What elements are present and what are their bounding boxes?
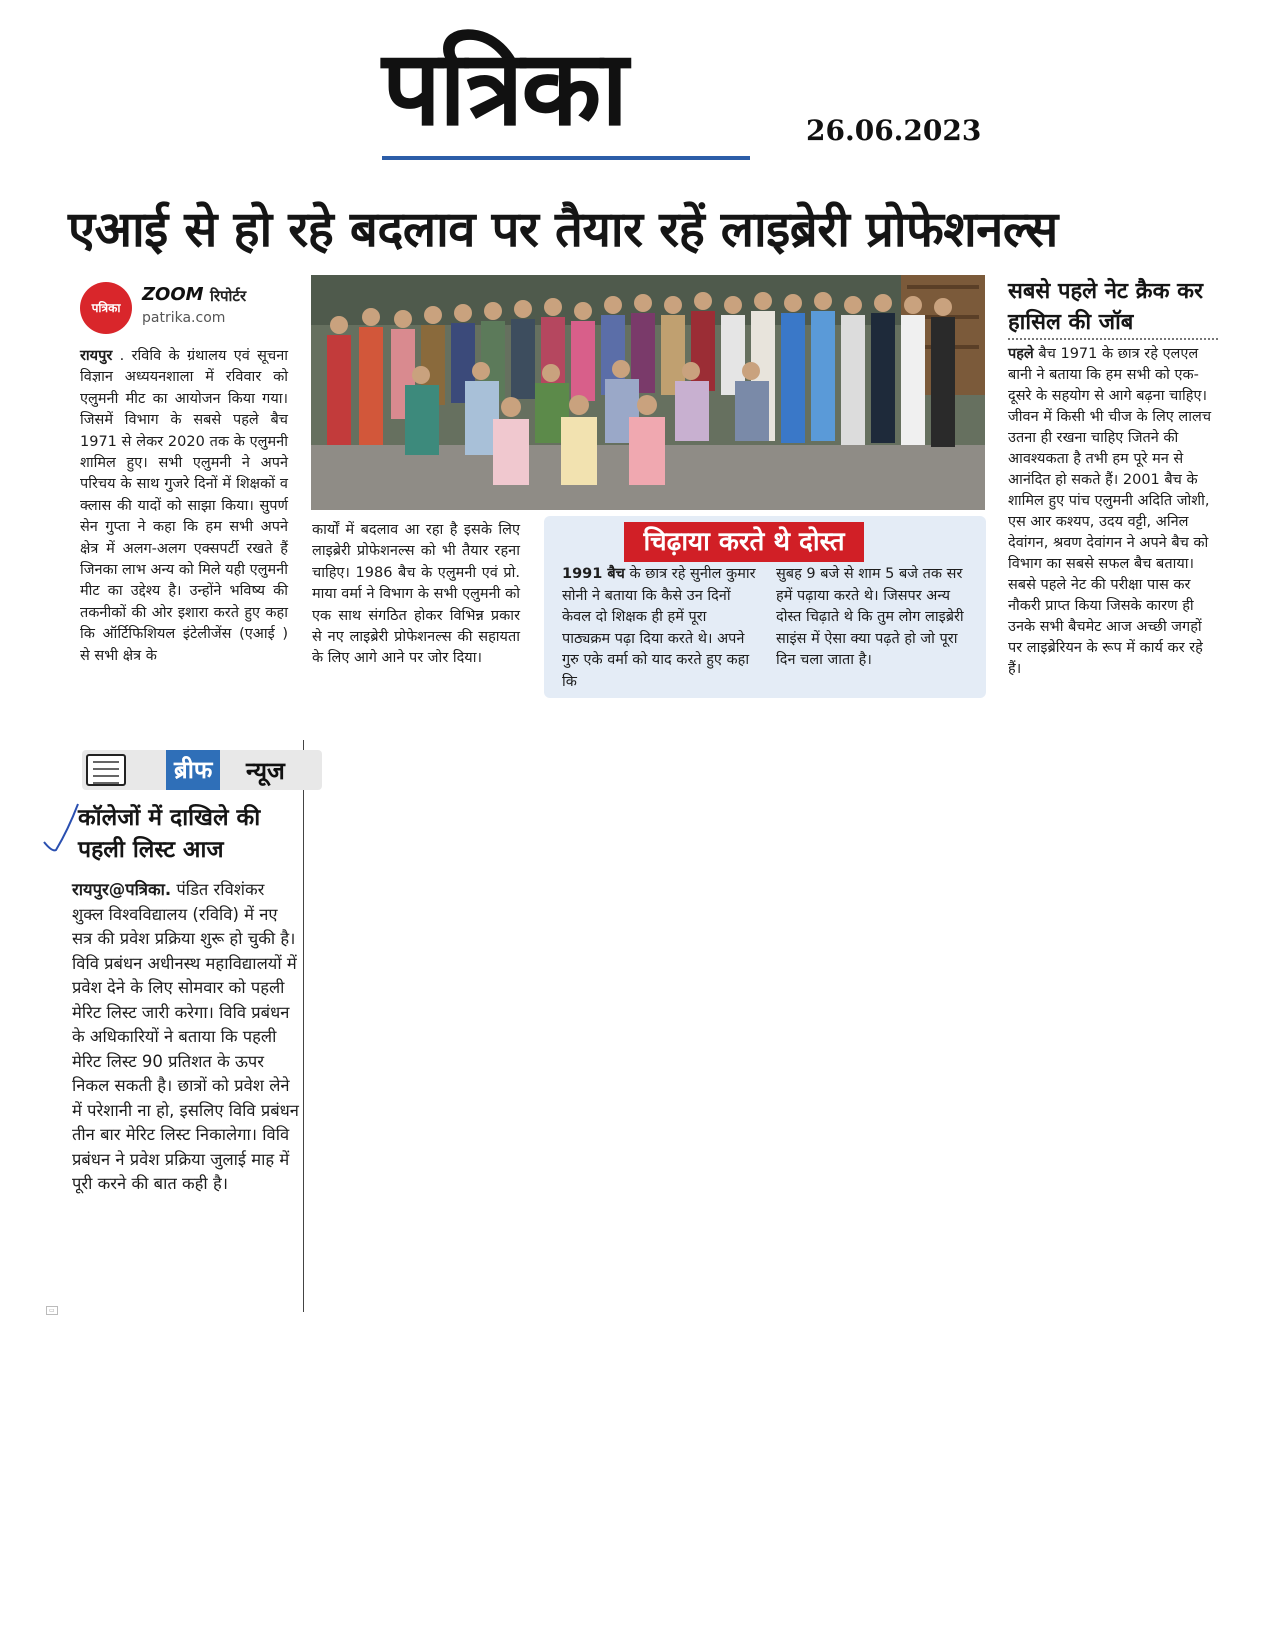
brief-label: ब्रीफ bbox=[166, 750, 220, 790]
sidebar-divider bbox=[1008, 338, 1218, 340]
sidebar-text: बैच 1971 के छात्र रहे एलएल बानी ने बताया कि हम सभी को एक-दूसरे के सहयोग से आगे बढ़ना चाहिए। जीवन में किसी भी चीज के लिए लालच उतना ही रखना चाहिए जितने की आवश्यकता है तभी हम पूरे मन से आनंदित हो सकते हैं। 2001 बैच के शामिल हुए पांच एलुमनी अदिति जोशी, एस आर कश्यप, उदय वट्टी, अनिल देवांगन, श्रवण देवांगन ने अपने बैच को विभाग का सबसे सफल बैच बताया। सबसे पहले नेट की परीक्षा पास कर नौकरी प्राप्त किया जिसके कारण ही उनके सभी बैचमेट आज अच्छी जगहों पर लाइब्रेरियन के रूप में कार्य कर रहे हैं। bbox=[1008, 346, 1212, 677]
brief-tag bbox=[82, 750, 322, 790]
byline bbox=[80, 282, 300, 338]
brief-title: कॉलेजों में दाखिले की पहली लिस्ट आज bbox=[78, 805, 261, 863]
pen-tick-mark-icon bbox=[42, 800, 82, 870]
dateline: रायपुर bbox=[80, 348, 113, 364]
masthead bbox=[382, 28, 752, 163]
story-text-1: . रविवि के ग्रंथालय एवं सूचना विज्ञान अध्ययनशाला में रविवार को एलुमनी मीट का आयोजन किया गया। जिसमें विभाग के सबसे पहले बैच 1971 से लेकर 2020 तक के एलुमनी शामिल हुए। सभी एलुमनी ने अपने परिचय के साथ गुजरे दिनों में शिक्षकों व क्लास की यादों को साझा किया। सुपर्ण सेन गुप्ता ने कहा कि हम सभी अपने क्षेत्र में अलग-अलग एक्सपर्टी रखते हैं जिनका लाभ अन्य को मिले यही एलुमनी मीट का उद्देश्य है। उन्होंने भविष्य की तकनीकों की ओर इशारा करते हुए कहा कि ऑर्टिफिशियल इंटेलीजेंस (एआई ) से सभी क्षेत्र के bbox=[80, 348, 288, 664]
patrika-logo-icon: पत्रिका bbox=[80, 282, 132, 334]
box-title: चिढ़ाया करते थे दोस्त bbox=[624, 522, 864, 562]
sidebar-lead: पहले bbox=[1008, 346, 1034, 362]
main-headline: एआई से हो रहे बदलाव पर तैयार रहें लाइब्रेरी प्रोफेशनल्स bbox=[68, 201, 1058, 258]
edition-date: 26.06.2023 bbox=[806, 114, 982, 147]
box-text-1: के छात्र रहे सुनील कुमार सोनी ने बताया कि कैसे उन दिनों केवल दो शिक्षक ही हमें पूरा पाठ्यक्रम पढ़ा दिया करते थे। अपने गुरु एके वर्मा को याद करते हुए कहा कि bbox=[562, 566, 756, 690]
story-column-1 bbox=[80, 346, 288, 667]
group-photo-illustration bbox=[311, 275, 985, 510]
sidebar-body bbox=[1008, 344, 1218, 680]
news-label: न्यूज bbox=[246, 757, 285, 785]
sidebar-title: सबसे पहले नेट क्रैक कर हासिल की जॉब bbox=[1008, 279, 1204, 335]
zoom-label: ZOOM bbox=[142, 284, 204, 305]
box-lead: 1991 बैच bbox=[562, 566, 625, 582]
newspaper-logo: पत्रिका bbox=[382, 26, 627, 149]
boxed-story bbox=[544, 516, 986, 698]
scan-watermark-icon: ▭ bbox=[46, 1306, 58, 1315]
reporter-label: रिपोर्टर bbox=[210, 287, 247, 305]
site-url: patrika.com bbox=[142, 310, 226, 326]
brief-text: पंडित रविशंकर शुक्ल विश्वविद्यालय (रविवि) में नए सत्र की प्रवेश प्रक्रिया शुरू हो चुकी है। विवि प्रबंधन अधीनस्थ महाविद्यालयों में प्रवेश देने के लिए सोमवार को पहली मेरिट लिस्ट जारी करेगा। विवि प्रबंधन के अधिकारियों ने बताया कि पहली मेरिट लिस्ट 90 प्रतिशत के ऊपर निकल सकती है। छात्रों को प्रवेश लेने में परेशानी ना हो, इसलिए विवि प्रबंधन तीन बार मेरिट लिस्ट निकालेगा। विवि प्रबंधन ने प्रवेश प्रक्रिया जुलाई माह में पूरी करने की बात कही है। bbox=[72, 880, 299, 1193]
newspaper-icon bbox=[86, 754, 126, 786]
box-column-2: सुबह 9 बजे से शाम 5 बजे तक सर हमें पढ़ाया करते थे। जिसपर अन्य दोस्त चिढ़ाते थे कि तुम लोग लाइब्रेरी साइंस में ऐसा क्या पढ़ते हो जो पूरा दिन चला जाता है। bbox=[776, 566, 964, 668]
story-column-2: कार्यों में बदलाव आ रहा है इसके लिए लाइब्रेरी प्रोफेशनल्स को भी तैयार रहना चाहिए। 1986 बैच के एलुमनी एवं प्रो. माया वर्मा ने विभाग के सभी एलुमनी को एक साथ संगठित होकर विभिन्न प्रकार से नए लाइब्रेरी प्रोफेशनल्स की सहायता के लिए आगे आने पर जोर दिया। bbox=[312, 522, 520, 667]
group-photo bbox=[311, 275, 985, 510]
box-column-1 bbox=[562, 564, 758, 693]
masthead-underline bbox=[382, 156, 750, 160]
brief-body bbox=[72, 878, 300, 1197]
brief-dateline: रायपुर@पत्रिका. bbox=[72, 880, 172, 899]
brief-news bbox=[42, 740, 304, 1312]
